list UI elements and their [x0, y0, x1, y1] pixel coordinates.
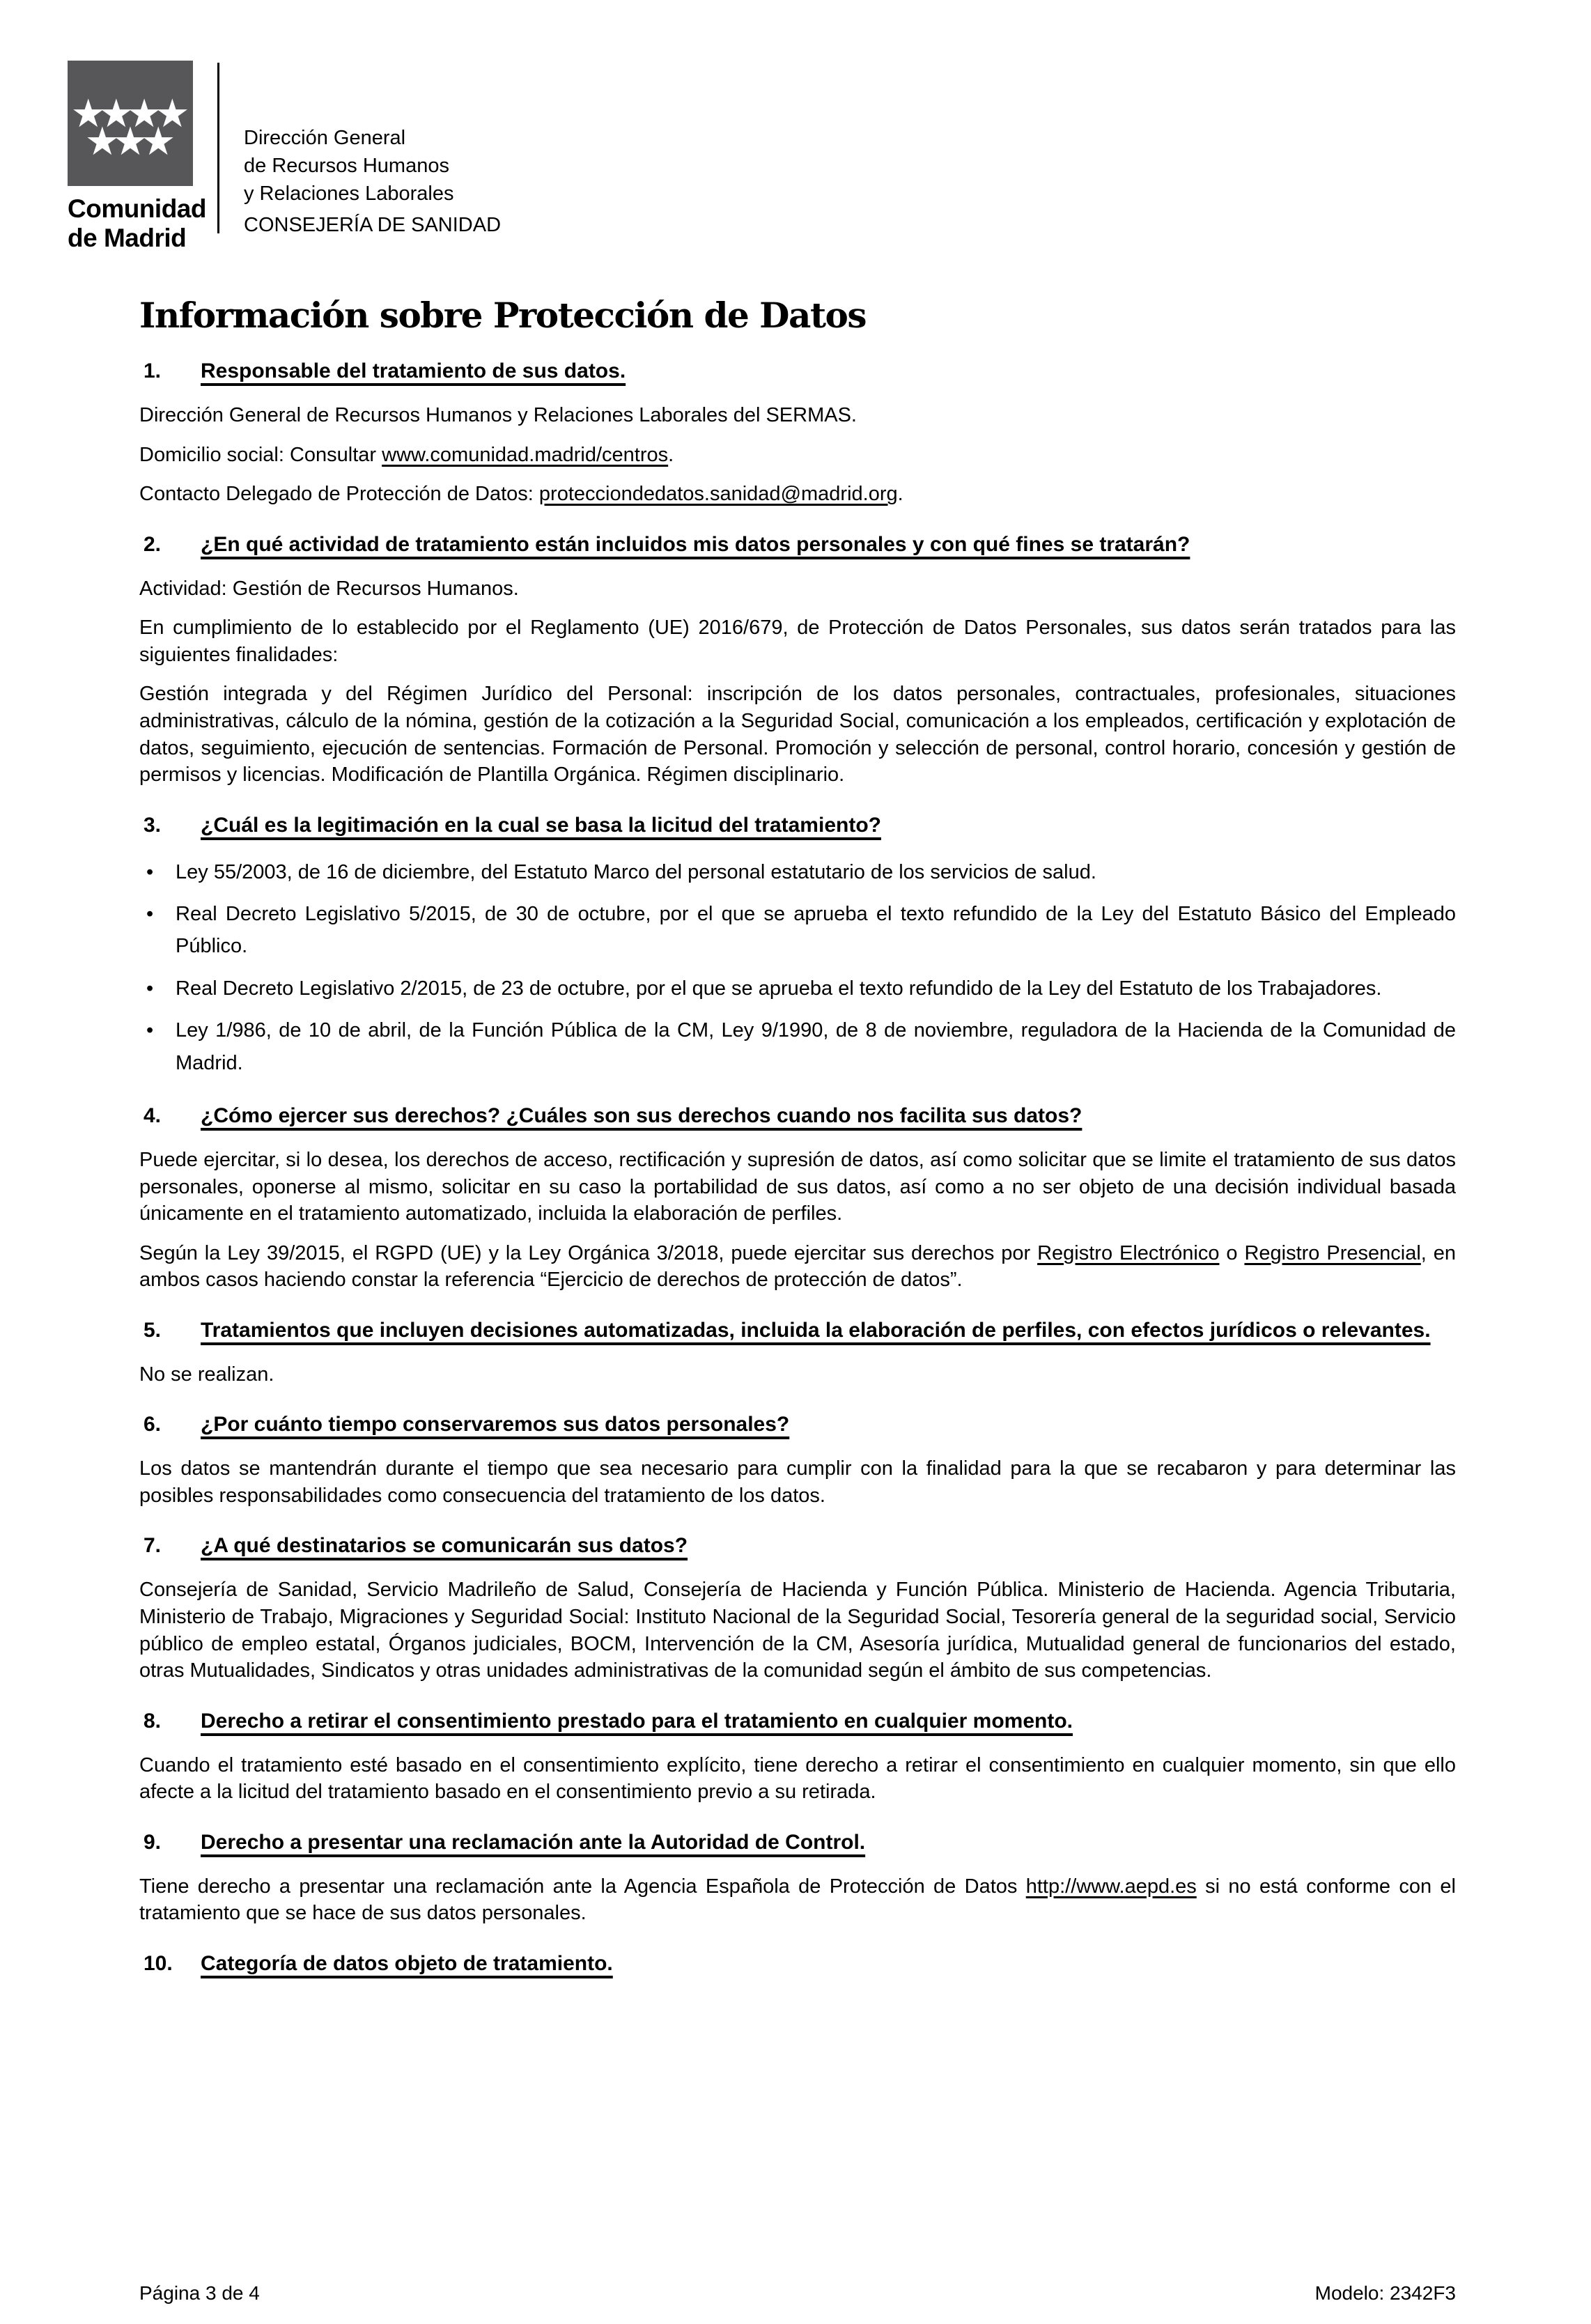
model-number: Modelo: 2342F3 [1314, 2282, 1456, 2304]
list-item [139, 856, 1456, 888]
bullet-icon: • [146, 903, 154, 926]
paragraph-text: o [1219, 1241, 1245, 1264]
paragraph-text: , en ambos casos haciendo constar la referencia “Ejercicio de derechos de protección de datos”. [139, 1241, 1457, 1292]
list-item [139, 973, 1456, 1005]
paragraph-text: Gestión integrada y del Régimen Jurídico del Personal: inscripción de los datos personales, contractuales, profesionales, situaciones administrativas, cálculo de la nómina, gestión de la cotización a la Seguridad Social, comunicación a los empleados, certificación y explotación de datos, seguimiento, ejecución de sentencias. Formación de Personal. Promoción y selección de personal, control horario, concesión y gestión de permisos y licencias. Modificación de Plantilla Orgánica. Régimen disciplinario. [139, 683, 1456, 787]
paragraph [139, 1455, 1456, 1509]
star-icon: ★ [70, 91, 99, 135]
paragraph-text: si no está conforme con el tratamiento que se hace de sus datos personales. [139, 1875, 1456, 1925]
link-registro-presencial[interactable]: Registro Presencial [1244, 1241, 1421, 1264]
section-heading-text: ¿Cuál es la legitimación en la cual se basa la licitud del tratamiento? [201, 813, 881, 837]
paragraph [139, 614, 1456, 668]
section-10-heading [139, 1948, 1456, 1979]
flag-stars-row-2 [68, 119, 193, 163]
section-2-heading [139, 529, 1456, 560]
paragraph [139, 481, 1456, 508]
paragraph [139, 1752, 1456, 1806]
department-name: CONSEJERÍA DE SANIDAD [244, 214, 502, 236]
page-footer [139, 2282, 1456, 2304]
bullet-icon: • [146, 977, 154, 1000]
section-number: 9. [143, 1830, 162, 1854]
paragraph-text: Domicilio social: Consultar [139, 443, 382, 466]
star-icon: ★ [141, 119, 169, 163]
paragraph [139, 1361, 1456, 1388]
paragraph-text: Puede ejercitar, si lo desea, los derechos de acceso, rectificación y supresión de datos, así como solicitar que se limite el tratamiento de sus datos personales, oponerse al mismo, solicitar en su caso la portabilidad de sus datos, así como a no ser objeto de una decisión individual basada únicamente en el tratamiento automatizado, incluida la elaboración de perfiles. [139, 1148, 1456, 1225]
paragraph [139, 1240, 1456, 1294]
paragraph-text: . [668, 443, 674, 466]
section-number: 5. [143, 1318, 162, 1342]
paragraph-text: Dirección General de Recursos Humanos y Relaciones Laborales del SERMAS. [139, 404, 857, 426]
page-title: Información sobre Protección de Datos [139, 295, 867, 336]
list-item-text: Ley 55/2003, de 16 de diciembre, del Estatuto Marco del personal estatutario de los servicios de salud. [176, 860, 1096, 883]
section-heading-text: Derecho a retirar el consentimiento prestado para el tratamiento en cualquier momento. [201, 1709, 1073, 1733]
section-4-heading [139, 1100, 1456, 1131]
paragraph-text: Los datos se mantendrán durante el tiempo que sea necesario para cumplir con la finalidad para la que se recabaron y para determinar las posibles responsabilidades como consecuencia del tratamiento de los datos. [139, 1457, 1456, 1507]
paragraph-text: Contacto Delegado de Protección de Datos: [139, 483, 539, 506]
section-number: 3. [143, 813, 162, 837]
document-body [139, 296, 1456, 1994]
paragraph [139, 1577, 1456, 1684]
section-heading-text: ¿En qué actividad de tratamiento están incluidos mis datos personales y con qué fines se tratarán? [201, 532, 1190, 556]
star-icon: ★ [84, 119, 113, 163]
header-divider [217, 63, 219, 233]
section-number: 2. [143, 532, 162, 556]
section-heading-text: ¿A qué destinatarios se comunicarán sus datos? [201, 1534, 688, 1558]
logo-wordmark-line1: Comunidad [68, 194, 206, 223]
section-7-heading [139, 1530, 1456, 1561]
org-line3: y Relaciones Laborales [244, 183, 454, 205]
section-1-heading [139, 355, 1456, 387]
star-icon: ★ [127, 91, 155, 135]
org-identification [244, 124, 501, 239]
paragraph [139, 402, 1456, 429]
list-item-text: Ley 1/986, de 10 de abril, de la Función Pública de la CM, Ley 9/1990, de 8 de noviembre, reguladora de la Hacienda de la Comunidad de Madrid. [176, 1019, 1456, 1074]
paragraph [139, 442, 1456, 469]
paragraph [139, 1147, 1456, 1227]
bullet-icon: • [146, 1019, 154, 1042]
section-8-heading [139, 1705, 1456, 1737]
logo-wordmark [68, 194, 206, 253]
star-icon: ★ [98, 91, 127, 135]
paragraph-text: Según la Ley 39/2015, el RGPD (UE) y la Ley Orgánica 3/2018, puede ejercitar sus derechos por [139, 1241, 1038, 1264]
paragraph-text: No se realizan. [139, 1363, 274, 1386]
section-heading-text: ¿Cómo ejercer sus derechos? ¿Cuáles son sus derechos cuando nos facilita sus datos? [201, 1103, 1082, 1127]
list-item-text: Real Decreto Legislativo 2/2015, de 23 de octubre, por el que se aprueba el texto refundido de la Ley del Estatuto de los Trabajadores. [176, 977, 1382, 1000]
star-icon: ★ [155, 91, 183, 135]
section-heading-text: Responsable del tratamiento de sus datos. [201, 359, 626, 382]
paragraph-text: Actividad: Gestión de Recursos Humanos. [139, 577, 519, 600]
list-item [139, 898, 1456, 963]
star-icon: ★ [112, 119, 141, 163]
bullet-icon: • [146, 860, 154, 883]
section-number: 1. [143, 359, 162, 382]
section-heading-text: Categoría de datos objeto de tratamiento. [201, 1951, 613, 1975]
section-heading-text: ¿Por cuánto tiempo conservaremos sus datos personales? [201, 1413, 790, 1436]
section-number: 4. [143, 1103, 162, 1127]
section-6-heading [139, 1409, 1456, 1440]
paragraph-text: Cuando el tratamiento esté basado en el consentimiento explícito, tiene derecho a retirar el consentimiento en cualquier momento, sin que ello afecte a la licitud del tratamiento basado en el consentimiento previo a su retirada. [139, 1753, 1456, 1804]
paragraph-text: Consejería de Sanidad, Servicio Madrileño de Salud, Consejería de Hacienda y Función Pública. Ministerio de Hacienda. Agencia Tributaria, Ministerio de Trabajo, Migraciones y Seguridad Social: Instituto Nacional de la Seguridad Social, Tesorería general de la seguridad social, Servicio público de empleo estatal, Órganos judiciales, BOCM, Intervención de la CM, Asesoría jurídica, Mutualidad general de funcionarios del estado, otras Mutualidades, Sindicatos y otras unidades administrativas de la comunidad según el ámbito de sus competencias. [139, 1579, 1456, 1682]
section-9-heading [139, 1827, 1456, 1858]
list-item [139, 1014, 1456, 1079]
org-line2: de Recursos Humanos [244, 155, 449, 177]
org-line1: Dirección General [244, 127, 406, 149]
link-comunidad-madrid-centros[interactable]: www.comunidad.madrid/centros [382, 443, 669, 466]
paragraph [139, 681, 1456, 788]
section-5-heading [139, 1315, 1456, 1346]
comunidad-madrid-flag-logo [68, 61, 193, 186]
section-3-heading [139, 809, 1456, 841]
paragraph [139, 1873, 1456, 1927]
logo-wordmark-line2: de Madrid [68, 224, 187, 253]
section-number: 7. [143, 1534, 162, 1558]
paragraph-text: . [897, 483, 903, 506]
list-item-text: Real Decreto Legislativo 5/2015, de 30 de octubre, por el que se aprueba el texto refundido de la Ley del Estatuto Básico del Empleado Público. [176, 903, 1456, 958]
paragraph-text: Tiene derecho a presentar una reclamación ante la Agencia Española de Protección de Datos [139, 1875, 1026, 1898]
section-number: 10. [143, 1951, 173, 1975]
section-heading-text: Tratamientos que incluyen decisiones automatizadas, incluida la elaboración de perfiles, con efectos jurídicos o relevantes. [201, 1318, 1431, 1342]
link-aepd[interactable]: http://www.aepd.es [1025, 1875, 1197, 1898]
page-number: Página 3 de 4 [139, 2282, 260, 2304]
section-number: 8. [143, 1709, 162, 1733]
link-dpo-email[interactable]: protecciondedatos.sanidad@madrid.org [538, 483, 898, 506]
link-registro-electronico[interactable]: Registro Electrónico [1037, 1241, 1220, 1264]
section-number: 6. [143, 1413, 162, 1436]
paragraph-text: En cumplimiento de lo establecido por el Reglamento (UE) 2016/679, de Protección de Datos Personales, sus datos serán tratados para las siguientes finalidades: [139, 617, 1456, 666]
header [68, 61, 206, 253]
paragraph [139, 575, 1456, 603]
section-heading-text: Derecho a presentar una reclamación ante la Autoridad de Control. [201, 1830, 866, 1854]
